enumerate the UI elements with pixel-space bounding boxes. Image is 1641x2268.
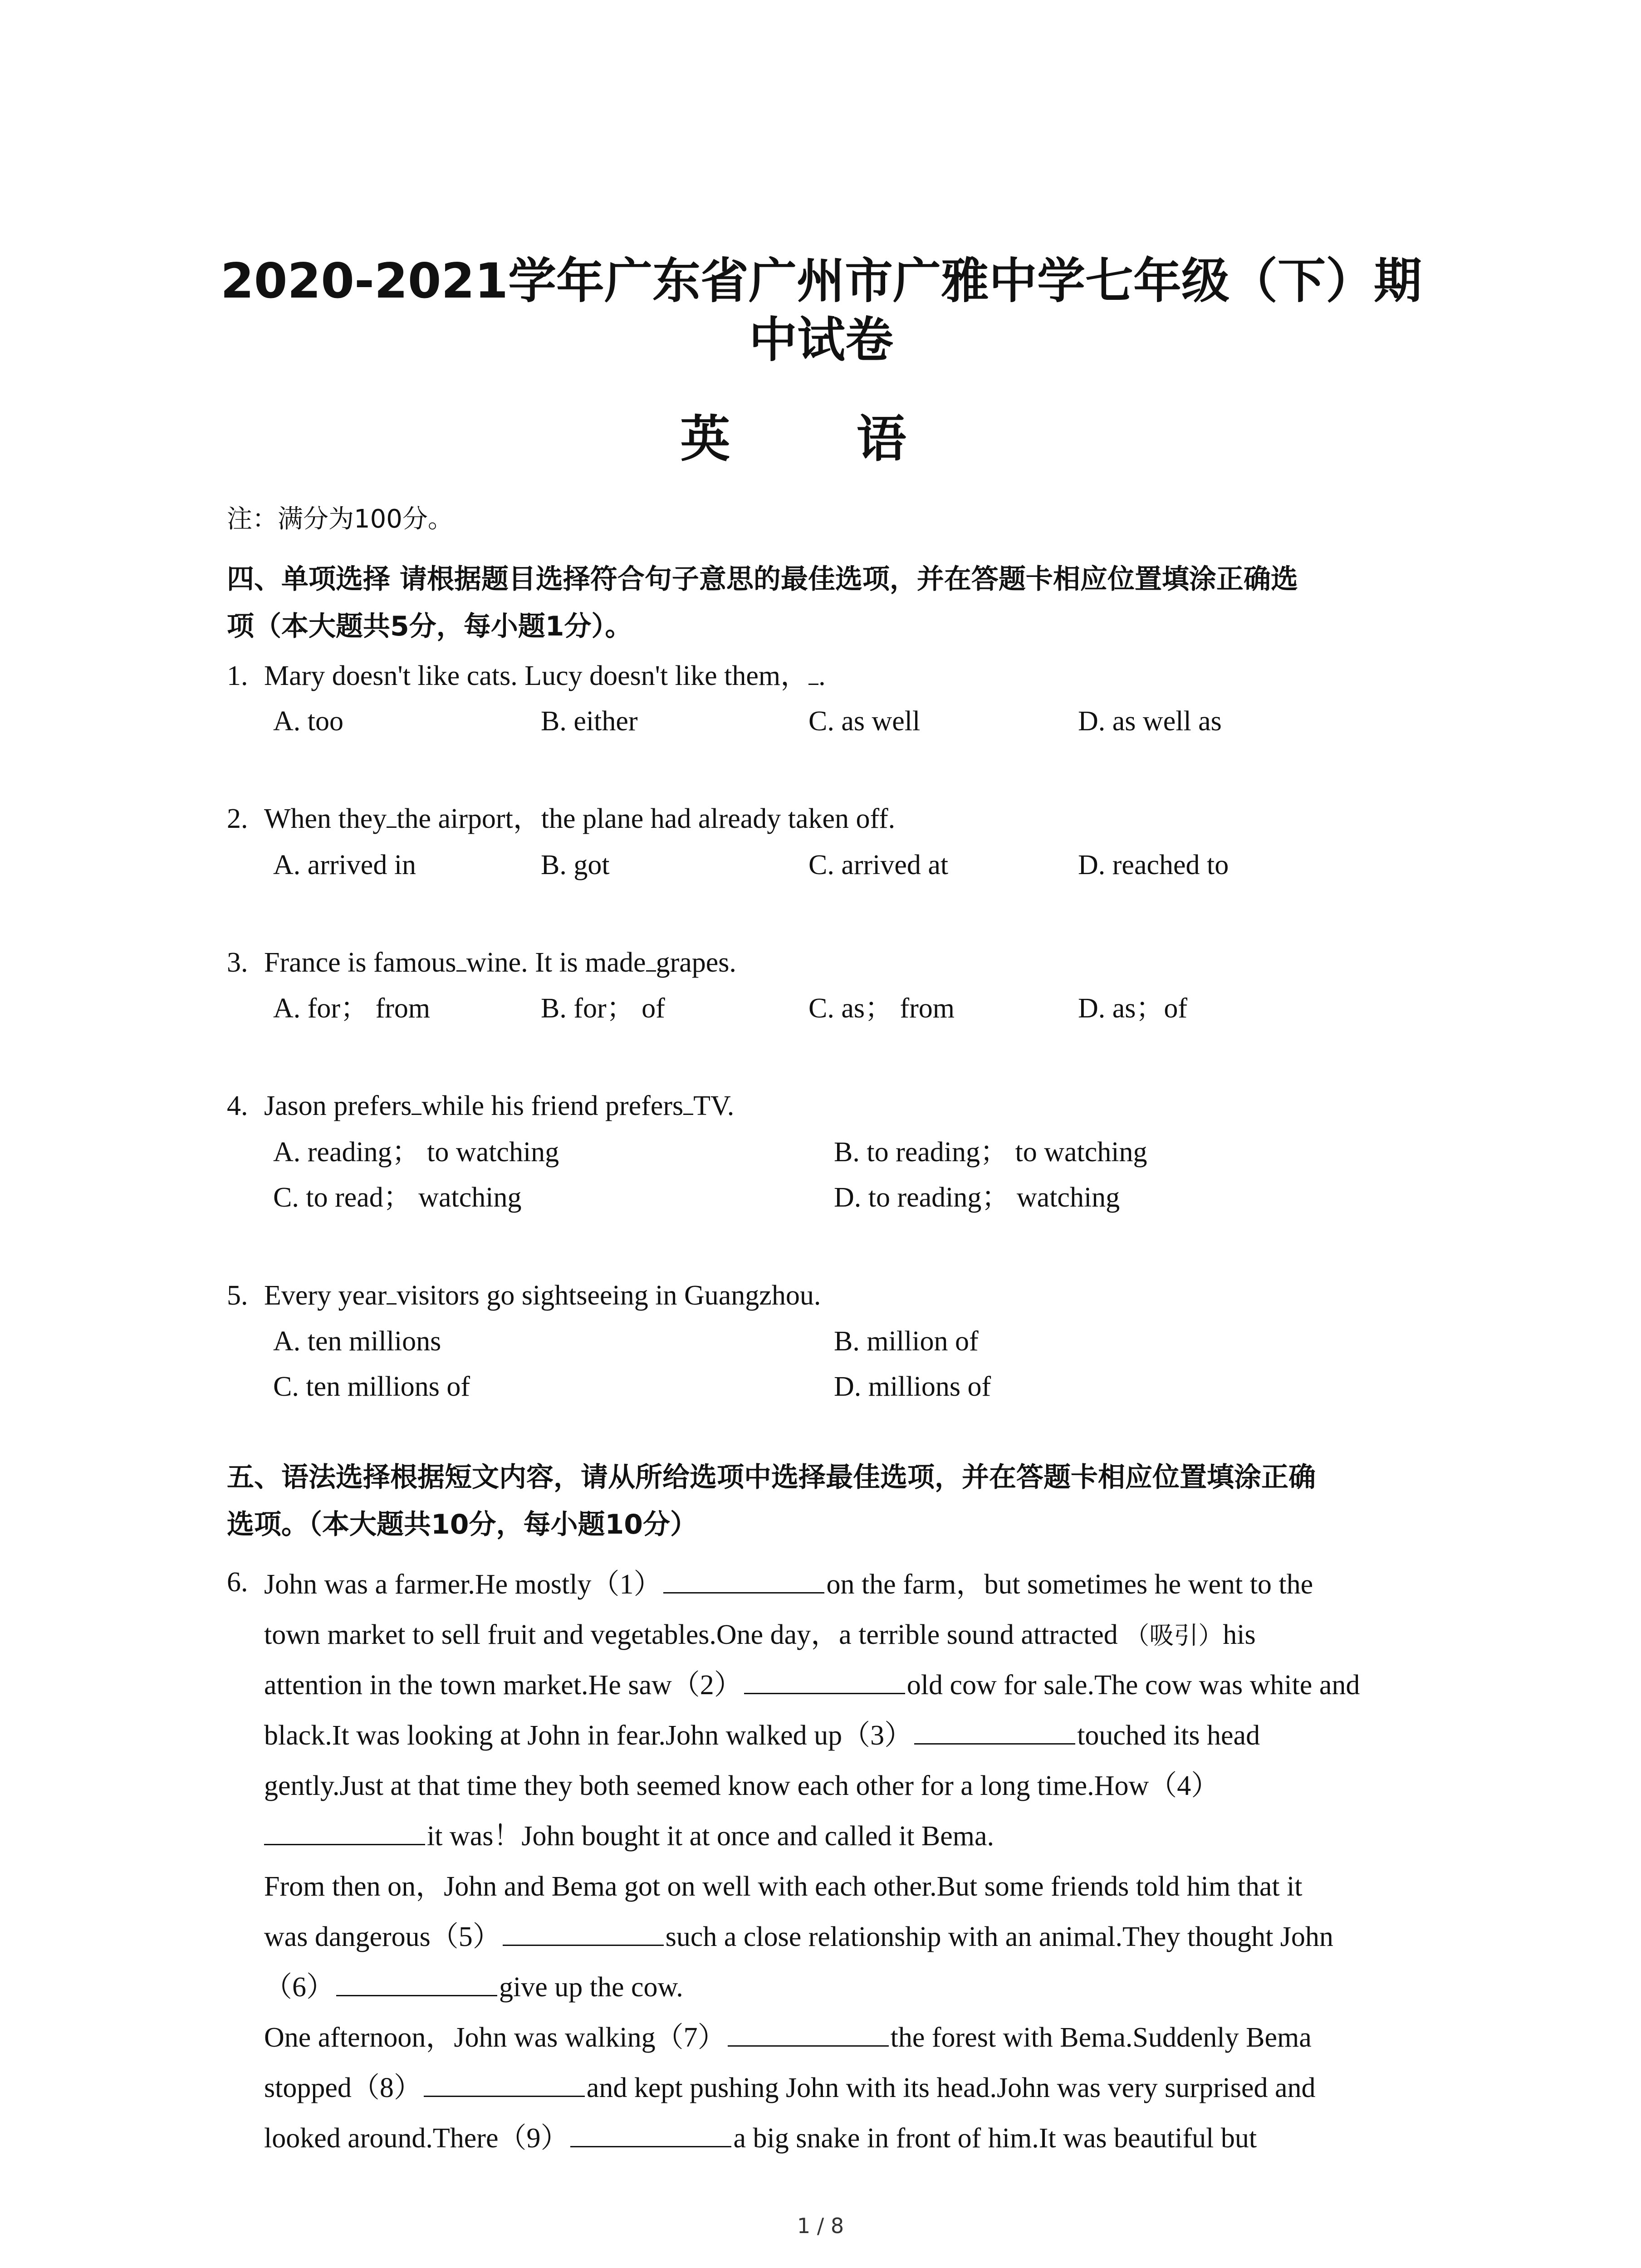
passage-line-8 — [264, 1912, 1333, 1962]
passage-line-9 — [264, 1962, 683, 2013]
score-note: 注：满分为100分。 — [227, 504, 453, 534]
passage-line-5 — [264, 1761, 1219, 1811]
option-a[interactable]: A. for； from — [273, 993, 431, 1024]
passage-text: （6） — [264, 1972, 335, 2003]
question-stem: Every year — [264, 1280, 387, 1311]
section-5-line-1: 五、语法选择根据短文内容，请从所给选项中选择最佳选项，并在答题卡相应位置填涂正确 — [227, 1461, 1316, 1493]
subject-heading: 英 语 — [680, 410, 961, 468]
answer-blank[interactable] — [387, 1281, 397, 1305]
answer-blank-2[interactable] — [646, 948, 656, 972]
question-stem-middle: while his friend prefers — [421, 1090, 684, 1121]
question-stem-end: the airport，the plane had already taken off. — [397, 803, 896, 834]
answer-blank[interactable] — [387, 804, 397, 828]
blank-4[interactable] — [264, 1821, 425, 1845]
option-c[interactable]: C. ten millions of — [273, 1371, 470, 1402]
blank-8[interactable] — [424, 2073, 585, 2097]
passage-text: From then on，John and Bema got on well with each other.But some friends told him that it — [264, 1871, 1303, 1902]
option-a[interactable]: A. arrived in — [273, 850, 416, 880]
question-stem-end: TV. — [693, 1090, 735, 1121]
answer-blank-1[interactable] — [411, 1091, 421, 1115]
blank-1[interactable] — [663, 1569, 824, 1593]
passage-text: the forest with Bema.Suddenly Bema — [890, 2022, 1312, 2053]
page-number: 1 / 8 — [797, 2214, 844, 2238]
passage-line-2 — [264, 1610, 1256, 1661]
question-stem: Jason prefers — [264, 1090, 412, 1121]
passage-text: black.It was looking at John in fear.John walked up（3） — [264, 1720, 913, 1751]
option-b[interactable]: B. either — [541, 706, 638, 737]
question-stem-end: . — [818, 660, 826, 691]
answer-blank-2[interactable] — [683, 1091, 693, 1115]
passage-line-6 — [264, 1811, 994, 1862]
passage-text: John was a farmer.He mostly（1） — [264, 1569, 662, 1600]
question-number: 2. — [227, 803, 248, 834]
section-4-heading — [227, 556, 1452, 650]
option-c[interactable]: C. arrived at — [808, 850, 949, 880]
question-stem-end: visitors go sightseeing in Guangzhou. — [397, 1280, 821, 1311]
question-number: 4. — [227, 1090, 248, 1121]
option-a[interactable]: A. ten millions — [273, 1326, 441, 1357]
passage-line-12 — [264, 2113, 1257, 2164]
passage-line-4 — [264, 1711, 1260, 1761]
passage-text: was dangerous（5） — [264, 1921, 501, 1952]
option-d[interactable]: D. millions of — [834, 1371, 991, 1402]
option-c[interactable]: C. to read； watching — [273, 1182, 522, 1213]
question-stem-end: grapes. — [656, 947, 736, 978]
passage-line-7 — [264, 1862, 1303, 1912]
passage-text: attention in the town market.He saw（2） — [264, 1670, 742, 1701]
exam-title — [200, 252, 1443, 370]
option-b[interactable]: B. to reading； to watching — [834, 1137, 1147, 1168]
option-c[interactable]: C. as well — [808, 706, 921, 737]
passage-text: on the farm，but sometimes he went to the — [826, 1569, 1313, 1600]
passage-text: town market to sell fruit and vegetables.One day，a terrible sound attracted — [264, 1619, 1125, 1650]
passage-text: and kept pushing John with its head.John was very surprised and — [586, 2072, 1316, 2103]
option-b[interactable]: B. million of — [834, 1326, 979, 1357]
title-line-2: 中试卷 — [749, 312, 893, 368]
passage-line-1 — [264, 1559, 1313, 1610]
section-4-line-1: 四、单项选择 请根据题目选择符合句子意思的最佳选项，并在答题卡相应位置填涂正确选 — [227, 563, 1298, 595]
question-5 — [227, 1273, 821, 1318]
question-1 — [227, 653, 826, 699]
question-2 — [227, 796, 895, 841]
option-a[interactable]: A. reading； to watching — [273, 1137, 559, 1168]
blank-7[interactable] — [728, 2023, 889, 2047]
passage-text: looked around.There（9） — [264, 2123, 569, 2154]
section-5-heading — [227, 1454, 1452, 1548]
question-stem-middle: wine. It is made — [466, 947, 646, 978]
blank-5[interactable] — [503, 1922, 664, 1946]
section-4-line-2: 项（本大题共5分，每小题1分）。 — [227, 611, 632, 642]
option-b[interactable]: B. for； of — [541, 993, 665, 1024]
passage-text: his — [1223, 1619, 1256, 1650]
question-6-number: 6. — [227, 1567, 248, 1598]
passage-text: stopped（8） — [264, 2072, 422, 2103]
passage-text: it was！John bought it at once and called it Bema. — [427, 1821, 994, 1852]
blank-6[interactable] — [336, 1972, 497, 1996]
answer-blank[interactable] — [808, 661, 818, 685]
option-d[interactable]: D. as；of — [1078, 993, 1188, 1024]
question-number: 3. — [227, 947, 248, 978]
chinese-gloss: （吸引） — [1125, 1621, 1223, 1650]
blank-3[interactable] — [914, 1721, 1075, 1745]
passage-text: touched its head — [1077, 1720, 1260, 1751]
question-stem: Mary doesn't like cats. Lucy doesn't like them， — [264, 660, 809, 691]
answer-blank-1[interactable] — [456, 948, 466, 972]
blank-9[interactable] — [570, 2123, 731, 2147]
passage-text: give up the cow. — [499, 1972, 683, 2003]
option-d[interactable]: D. to reading； watching — [834, 1182, 1120, 1213]
passage-text: a big snake in front of him.It was beautiful but — [733, 2123, 1257, 2154]
section-5-line-2: 选项。（本大题共10分，每小题10分） — [227, 1509, 697, 1540]
blank-2[interactable] — [744, 1670, 905, 1694]
passage-line-11 — [264, 2063, 1316, 2113]
option-c[interactable]: C. as； from — [808, 993, 955, 1024]
passage-text: such a close relationship with an animal.They thought John — [665, 1921, 1333, 1952]
passage-text: gently.Just at that time they both seemed know each other for a long time.How（4） — [264, 1770, 1220, 1801]
passage-line-10 — [264, 2013, 1312, 2063]
question-number: 1. — [227, 660, 248, 691]
passage-text: One afternoon，John was walking（7） — [264, 2022, 726, 2053]
option-d[interactable]: D. as well as — [1078, 706, 1222, 737]
option-b[interactable]: B. got — [541, 850, 610, 880]
question-number: 5. — [227, 1280, 248, 1311]
question-3 — [227, 940, 736, 985]
passage-text: old cow for sale.The cow was white and — [906, 1670, 1360, 1701]
passage-line-3 — [264, 1660, 1360, 1711]
title-line-1: 2020-2021学年广东省广州市广雅中学七年级（下）期 — [220, 253, 1422, 309]
option-a[interactable]: A. too — [273, 706, 343, 737]
question-4 — [227, 1083, 734, 1129]
option-d[interactable]: D. reached to — [1078, 850, 1229, 880]
question-stem: When they — [264, 803, 387, 834]
question-stem: France is famous — [264, 947, 456, 978]
